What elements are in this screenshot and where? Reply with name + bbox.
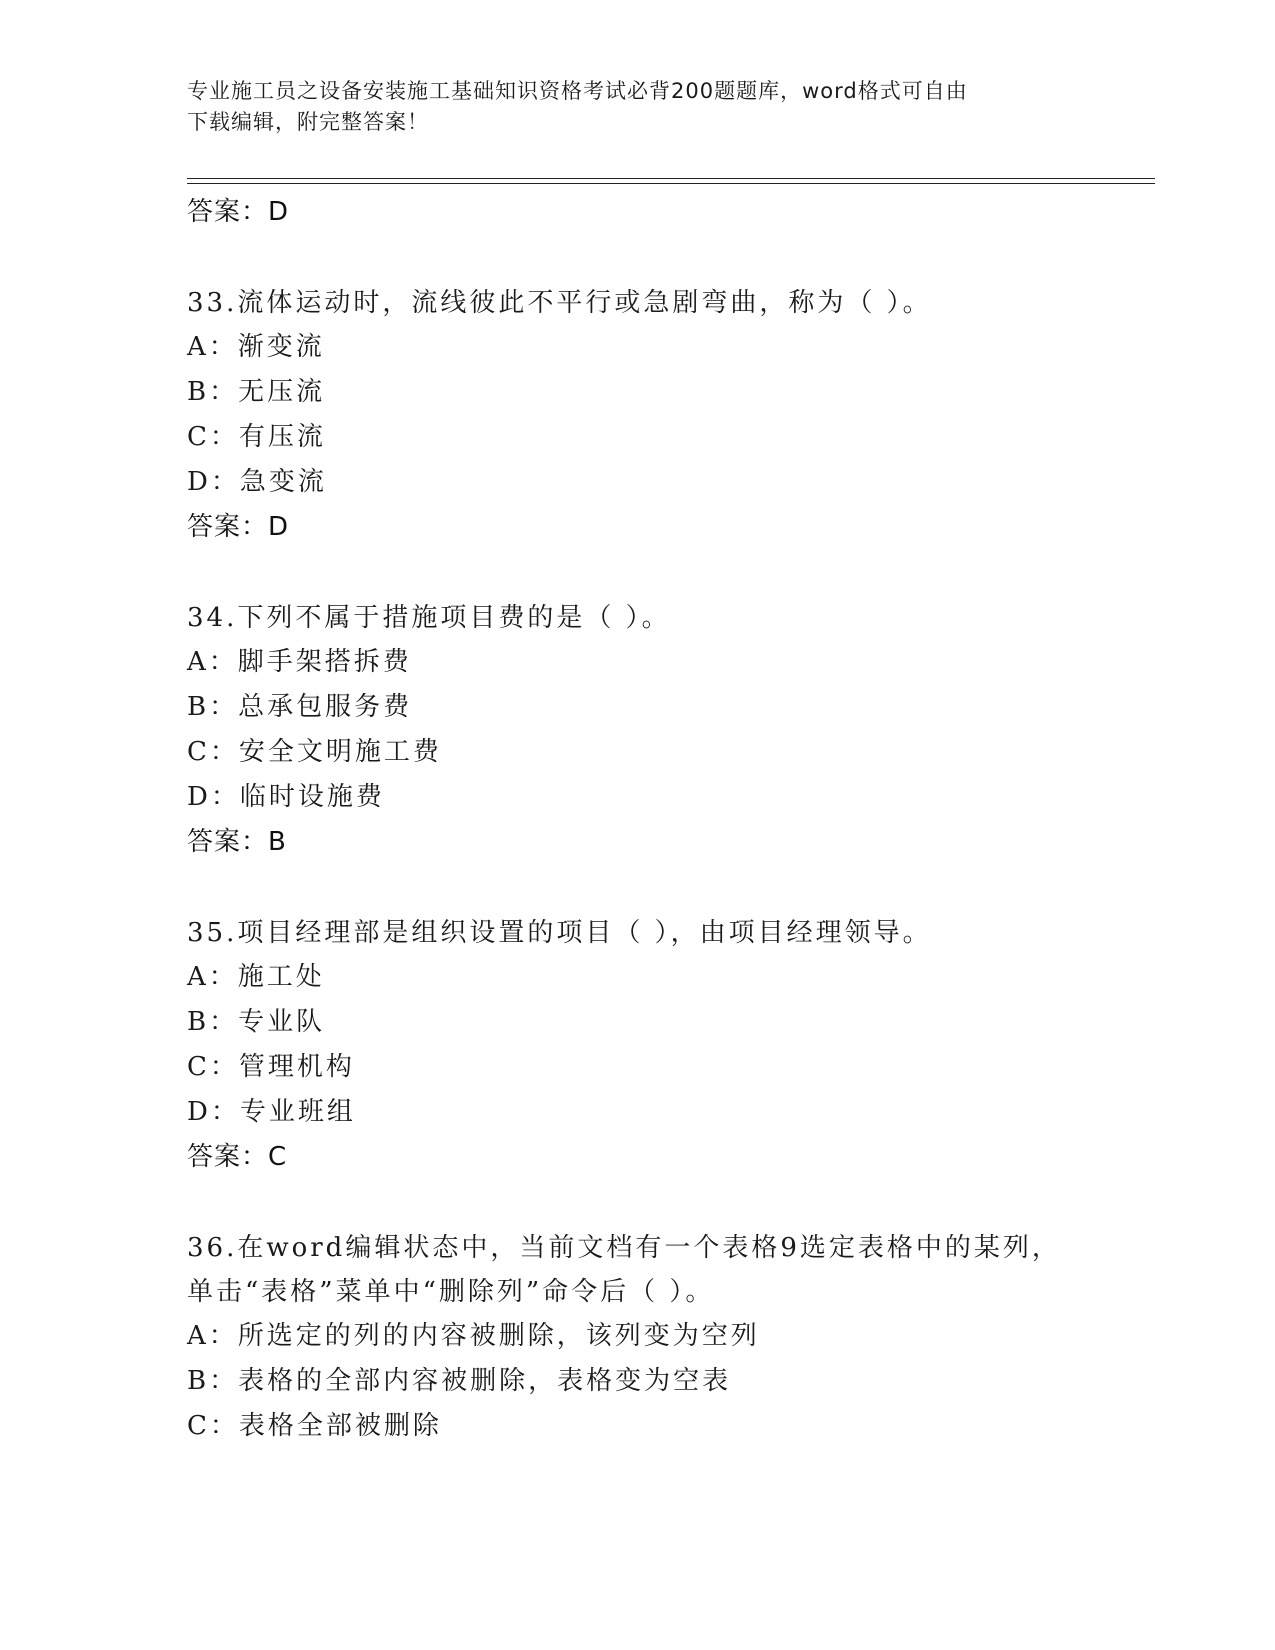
answer-33: 答案：D <box>187 512 290 542</box>
spacer <box>187 235 1155 281</box>
spacer <box>187 1180 1155 1226</box>
spacer <box>187 865 1155 911</box>
header-double-rule <box>187 178 1155 184</box>
header-line-2: 下载编辑，附完整答案！ <box>187 110 429 134</box>
question-36: 36.在word编辑状态中，当前文档有一个表格9选定表格中的某列，单击“表格”菜单中“删除列”命令后（ ）。 <box>187 1233 1061 1307</box>
question-34-option-d: D：临时设施费 <box>187 782 385 812</box>
question-35: 35.项目经理部是组织设置的项目（ ），由项目经理领导。 <box>187 918 932 948</box>
document-header <box>187 76 1087 138</box>
answer-35: 答案：C <box>187 1142 288 1172</box>
document-body <box>187 190 1155 1449</box>
question-35-option-d: D：专业班组 <box>187 1097 356 1127</box>
question-34-option-b: B：总承包服务费 <box>187 692 413 722</box>
question-36-option-c: C：表格全部被删除 <box>187 1411 442 1441</box>
question-35-option-c: C：管理机构 <box>187 1052 355 1082</box>
question-33-option-c: C：有压流 <box>187 422 326 452</box>
question-36-option-b: B：表格的全部内容被删除，表格变为空表 <box>187 1366 732 1396</box>
question-34: 34.下列不属于措施项目费的是（ ）。 <box>187 603 671 633</box>
question-34-option-a: A：脚手架搭拆费 <box>187 647 412 677</box>
question-36-option-a: A：所选定的列的内容被删除，该列变为空列 <box>187 1321 760 1351</box>
question-33-option-a: A：渐变流 <box>187 332 325 362</box>
question-35-option-a: A：施工处 <box>187 962 325 992</box>
answer-32: 答案：D <box>187 197 290 227</box>
question-34-option-c: C：安全文明施工费 <box>187 737 442 767</box>
spacer <box>187 550 1155 596</box>
question-33-option-d: D：急变流 <box>187 467 327 497</box>
answer-34: 答案：B <box>187 827 287 857</box>
question-33-option-b: B：无压流 <box>187 377 326 407</box>
question-35-option-b: B：专业队 <box>187 1007 326 1037</box>
question-33: 33.流体运动时，流线彼此不平行或急剧弯曲，称为（ ）。 <box>187 288 932 318</box>
header-line-1: 专业施工员之设备安装施工基础知识资格考试必背200题题库，word格式可自由 <box>187 79 968 103</box>
